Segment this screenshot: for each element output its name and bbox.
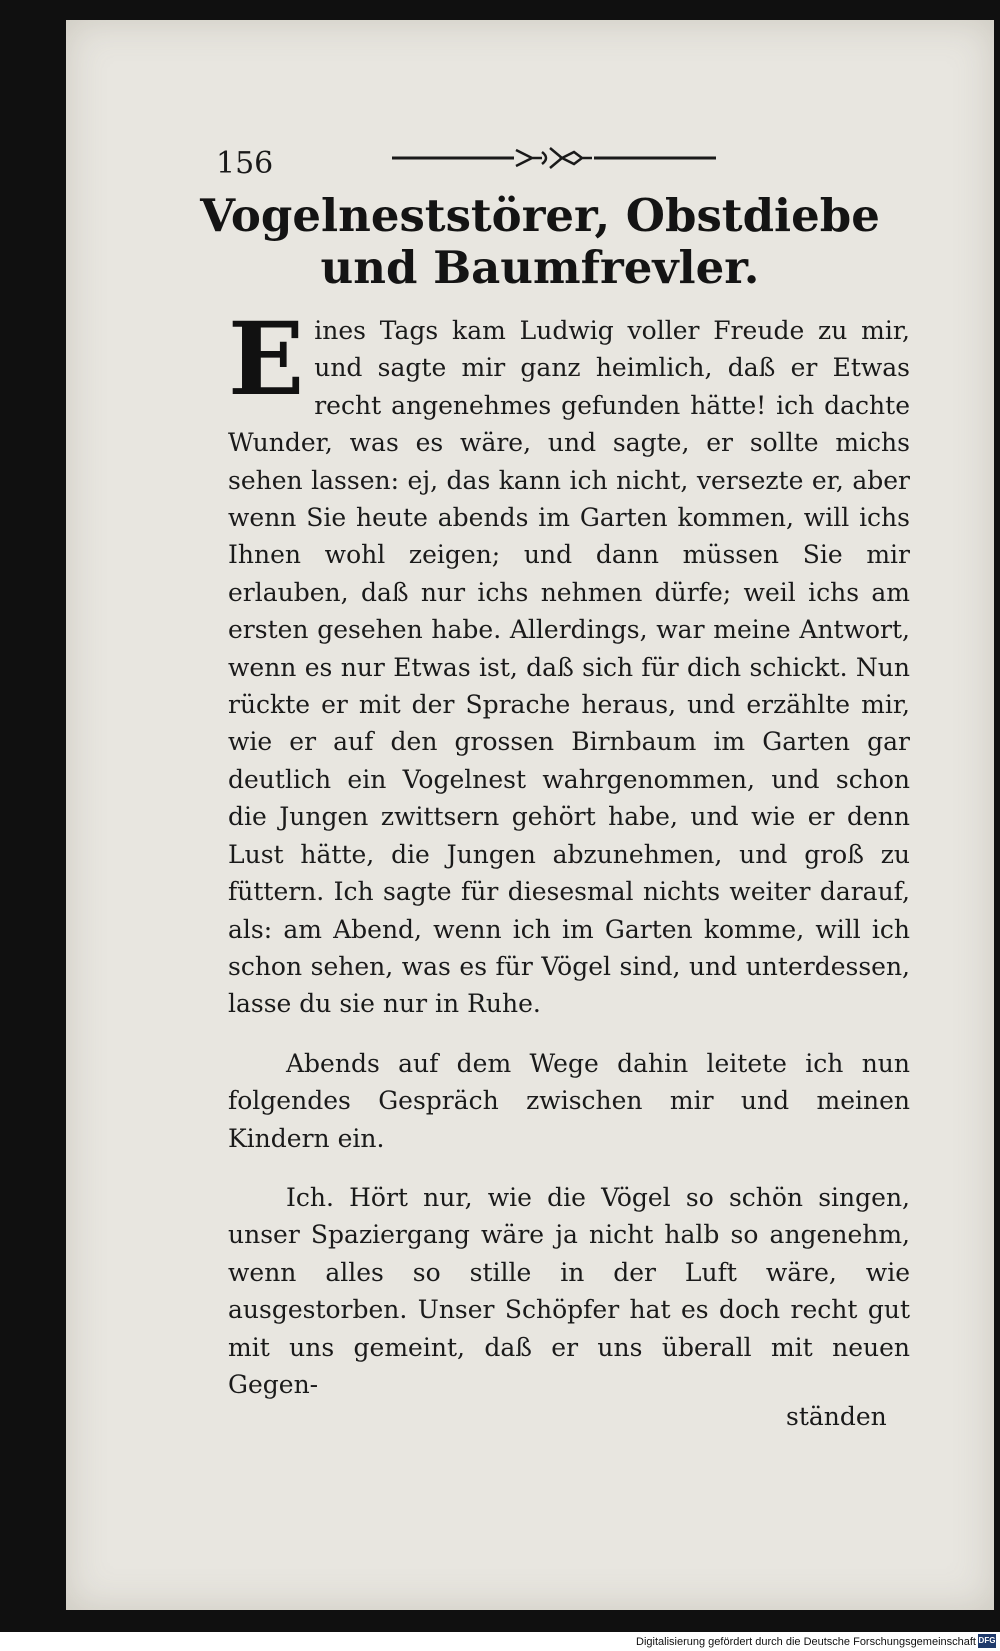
catchword: ständen <box>786 1402 887 1431</box>
paragraph-2: Abends auf dem Wege dahin leitete ich nun folgendes Gespräch zwischen mir und meinen Kindern ein. <box>228 1048 910 1153</box>
chapter-title: Vogelneststörer, Obstdiebe und Baumfrevler. <box>200 189 880 294</box>
page-number: 156 <box>216 146 274 181</box>
paragraph-3: Ich. Hört nur, wie die Vögel so schön singen, unser Spaziergang wäre ja nicht halb so angenehm, wenn alles so stille in der Luft wäre, wie ausgestorben. Unser Schöpfer hat es doch recht gut mit uns gemeint, daß er uns überall mit neuen Gegen- <box>228 1182 910 1399</box>
footer-credit: Digitalisierung gefördert durch die Deutsche Forschungsgemeinschaft <box>636 1636 976 1648</box>
paragraph-1-text: ines Tags kam Ludwig voller Freude zu mir, und sagte mir ganz heimlich, daß er Etwas recht angenehmes gefunden hätte! ich dachte Wunder, was es wäre, und sagte, er sollte michs sehen lassen: ej, das kann ich nicht, versezte er, aber wenn Sie heute abends im Garten kommen, will ichs Ihnen wohl zeigen; und dann müssen Sie mir erlauben, daß nur ichs nehmen dürfe; weil ichs am ersten gesehen habe. Allerdings, war meine Antwort, wenn es nur Etwas ist, daß sich für dich schickt. Nun rückte er mit der Sprache heraus, und erzählte mir, wie er auf den grossen Birnbaum im Garten gar deutlich ein Vogelnest wahrgenommen, und schon die Jungen zwittsern gehört habe, und wie er denn Lust hätte, die Jungen abzunehmen, und groß zu füttern. Ich sagte für diesesmal nichts weiter darauf, als: am Abend, wenn ich im Garten komme, will ich schon sehen, was es für Vögel sind, und unterdessen, lasse du sie nur in Ruhe. <box>228 316 910 1019</box>
dfg-logo: DFG <box>978 1634 996 1648</box>
body-text <box>228 300 910 1403</box>
drop-cap: E <box>228 300 305 418</box>
paragraph-1 <box>228 300 910 1023</box>
ornament-rule-icon <box>392 138 716 178</box>
